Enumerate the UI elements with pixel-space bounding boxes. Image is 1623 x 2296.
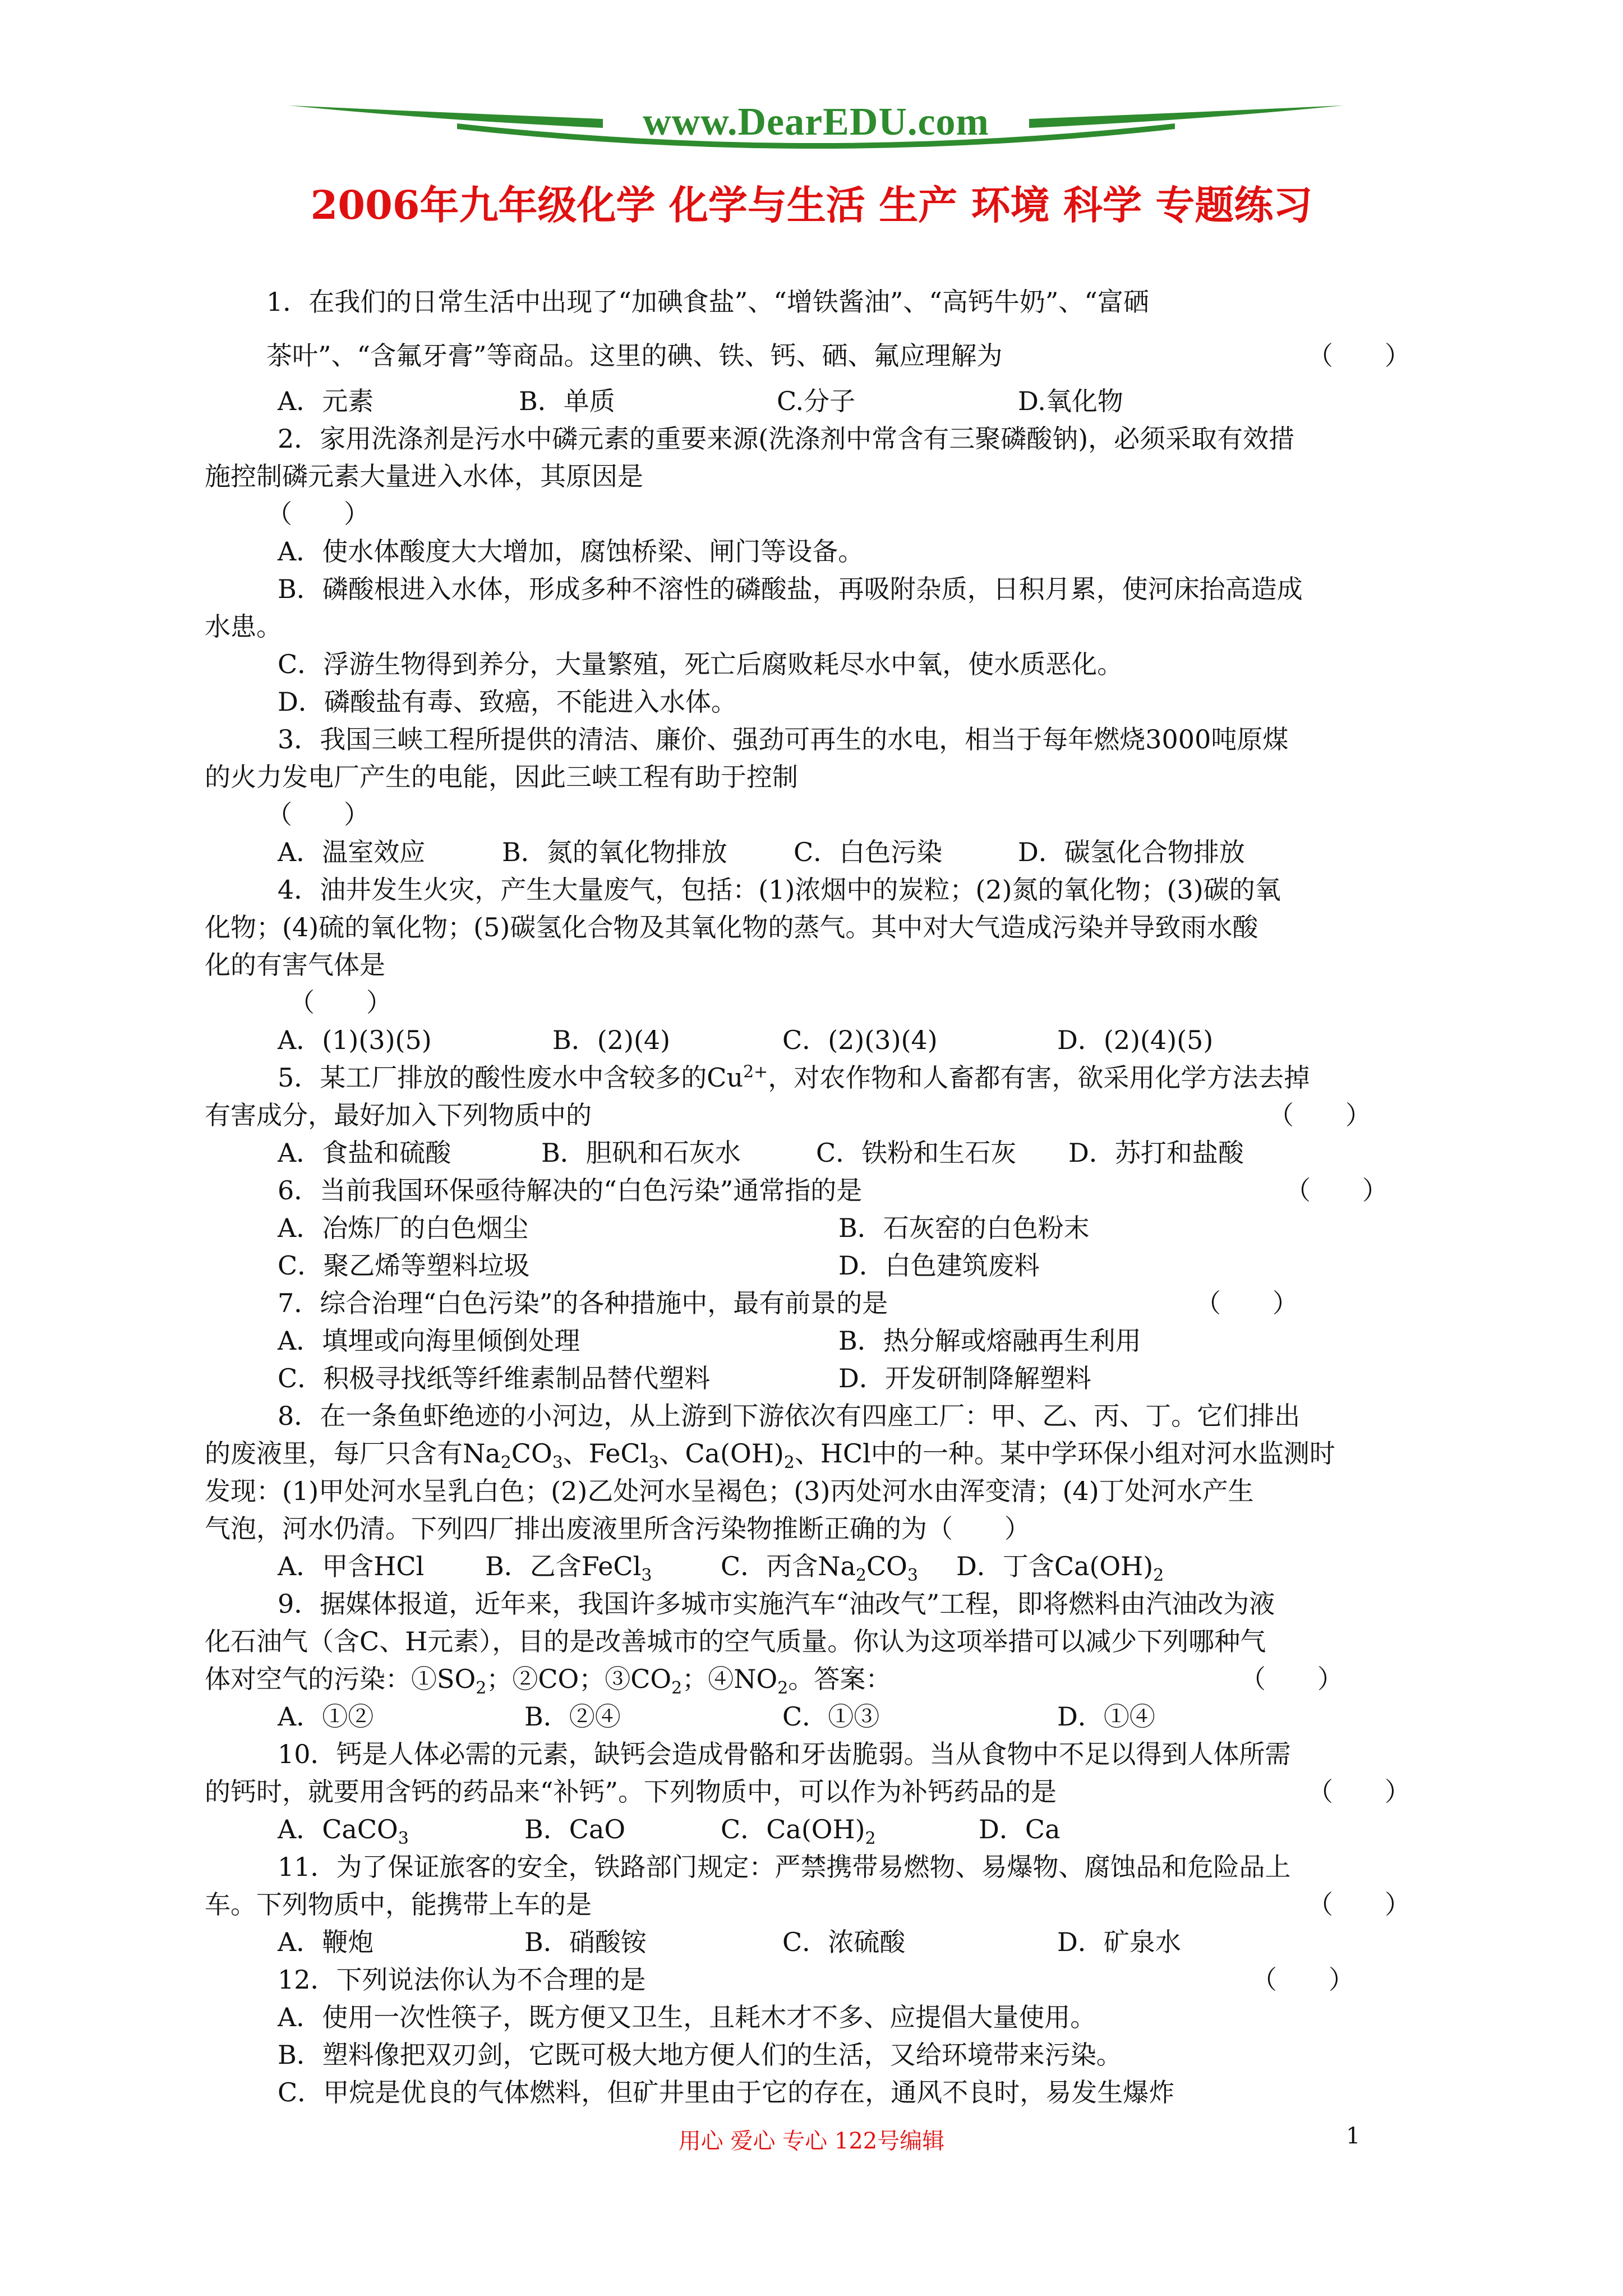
q3-option-d: D．碳氢化合物排放 [1018, 837, 1245, 867]
q9-sub-1: 2 [476, 1678, 487, 1699]
q5-line-1-rest: ，对农作物和人畜都有害，欲采用化学方法去掉 [768, 1062, 1310, 1093]
q12-line-1 [205, 1961, 1410, 1999]
q3-line-1: 3．我国三峡工程所提供的清洁、廉价、强劲可再生的水电，相当于每年燃烧3000吨原煤 [278, 724, 1289, 754]
q7-answer-blank: （ ） [1195, 1288, 1298, 1318]
q12-option-c: C．甲烷是优良的气体燃料，但矿井里由于它的存在，通风不良时，易发生爆炸 [278, 2077, 1175, 2108]
q9-text-a: 体对空气的污染：①SO [205, 1664, 476, 1694]
q8-option-d-sub: 2 [1153, 1566, 1164, 1586]
q1-option-b: B．单质 [519, 386, 615, 416]
q9-option-d: D．①④ [1057, 1701, 1155, 1732]
q8-line-3: 发现：(1)甲处河水呈乳白色；(2)乙处河水呈褐色；(3)丙处河水由浑变清；(4)丁处河水产生 [205, 1476, 1254, 1506]
q8-option-c-sub-2: 3 [907, 1566, 918, 1586]
q7-option-a: A．填埋或向海里倾倒处理 [278, 1326, 580, 1356]
q10-option-a-sub: 3 [398, 1829, 409, 1849]
q11-option-b: B．硝酸铵 [524, 1927, 647, 1957]
q10-answer-blank: （ ） [1307, 1777, 1410, 1807]
q5-option-b: B．胆矾和石灰水 [541, 1138, 741, 1168]
q11-line-2 [205, 1886, 1410, 1924]
q10-line-1: 10．钙是人体必需的元素，缺钙会造成骨骼和牙齿脆弱。当从食物中不足以得到人体所需 [278, 1739, 1291, 1769]
q3-line-2: 的火力发电厂产生的电能，因此三峡工程有助于控制 [205, 762, 798, 792]
q8-option-d-text: D．丁含Ca(OH) [956, 1551, 1154, 1581]
q9-option-b: B．②④ [524, 1701, 621, 1732]
q6-stem: 6．当前我国环保亟待解决的“白色污染”通常指的是 [278, 1175, 863, 1205]
q6-option-d: D．白色建筑废料 [838, 1250, 1040, 1281]
page-number: 1 [1346, 2123, 1361, 2149]
q5-superscript: 2+ [743, 1062, 768, 1082]
q8-option-d [956, 1548, 1164, 1585]
q9-option-a: A．①② [278, 1701, 374, 1732]
q6-option-c: C．聚乙烯等塑料垃圾 [278, 1250, 530, 1281]
q9-sub-2: 2 [671, 1678, 683, 1699]
q7-options-row-2 [205, 1360, 1410, 1397]
q1-stem-end: 茶叶”、“含氟牙膏”等商品。这里的碘、铁、钙、硒、氟应理解为 [266, 341, 1003, 371]
q5-option-c: C．铁粉和生石灰 [816, 1138, 1017, 1168]
q3-options [205, 834, 1410, 871]
q1-answer-blank: （ ） [1307, 341, 1410, 371]
page-footer: 用心 爱心 专心 122号编辑 [678, 2128, 945, 2154]
q8-text-c: 、FeCl [562, 1438, 649, 1469]
q4-line-1: 4．油井发生火灾，产生大量废气，包括：(1)浓烟中的炭粒；(2)氮的氧化物；(3)碳的氧 [278, 875, 1281, 905]
q6-options-row-1 [205, 1209, 1410, 1247]
q10-option-a [278, 1811, 524, 1848]
q8-sub-3: 3 [648, 1453, 660, 1473]
q4-answer-blank: （ ） [289, 987, 392, 1018]
q8-text-b: CO [511, 1438, 552, 1469]
q10-option-c-text: C．Ca(OH) [721, 1814, 865, 1844]
q2-option-d: D．磷酸盐有毒、致癌，不能进入水体。 [278, 687, 737, 717]
q5-line-1 [205, 1059, 1410, 1097]
q11-answer-blank: （ ） [1307, 1889, 1410, 1920]
q8-option-a: A．甲含HCl [278, 1551, 425, 1581]
q7-option-d: D．开发研制降解塑料 [838, 1363, 1091, 1393]
q10-options [205, 1811, 1410, 1848]
q8-line-1: 8．在一条鱼虾绝迹的小河边，从上游到下游依次有四座工厂：甲、乙、丙、丁。它们排出 [278, 1401, 1301, 1431]
page-title: 2006年九年级化学 化学与生活 生产 环境 科学 专题练习 [310, 182, 1313, 228]
q2-answer-blank: （ ） [266, 499, 370, 529]
q8-options [205, 1548, 1410, 1585]
q4-line-3: 化的有害气体是 [205, 950, 385, 980]
q9-line-3 [205, 1660, 1410, 1698]
q6-answer-blank: （ ） [1285, 1175, 1388, 1205]
q2-line-2: 施控制磷元素大量进入水体，其原因是 [205, 461, 643, 491]
q9-line-1: 9．据媒体报道，近年来，我国许多城市实施汽车“油改气”工程，即将燃料由汽油改为液 [278, 1589, 1275, 1619]
q8-option-c-sub-1: 2 [855, 1566, 866, 1586]
q5-line-1-text: 5．某工厂排放的酸性废水中含较多的Cu [278, 1062, 744, 1093]
q11-option-d: D．矿泉水 [1057, 1927, 1181, 1957]
q11-line-1: 11．为了保证旅客的安全，铁路部门规定：严禁携带易燃物、易爆物、腐蚀品和危险品上 [278, 1852, 1291, 1882]
q8-line-2 [205, 1435, 1410, 1473]
q6-option-b: B．石灰窑的白色粉末 [838, 1213, 1090, 1243]
q7-options-row-1 [205, 1322, 1410, 1360]
q3-option-a: A．温室效应 [278, 837, 426, 867]
q1-line-2 [205, 329, 1410, 383]
site-banner [289, 95, 1343, 157]
q11-option-c: C．浓硫酸 [782, 1927, 906, 1957]
q4-option-d: D．(2)(4)(5) [1057, 1025, 1214, 1055]
q12-option-b: B．塑料像把双刃剑，它既可极大地方便人们的生活，又给环境带来污染。 [278, 2040, 1122, 2070]
q1-line-1: 1．在我们的日常生活中出现了“加碘食盐”、“增铁酱油”、“高钙牛奶”、“富硒 [266, 287, 1149, 317]
q9-answer-blank: （ ） [1240, 1664, 1343, 1694]
q8-option-c-text-2: CO [866, 1551, 907, 1581]
q6-options-row-2 [205, 1247, 1410, 1285]
q10-option-c-sub: 2 [865, 1829, 876, 1849]
q3-option-c: C．白色污染 [794, 837, 943, 867]
q12-answer-blank: （ ） [1251, 1964, 1354, 1995]
q4-option-c: C．(2)(3)(4) [782, 1025, 938, 1055]
q8-option-c-text: C．丙含Na [721, 1551, 856, 1581]
q9-text-b: ；②CO；③CO [486, 1664, 672, 1694]
q5-options [205, 1134, 1410, 1172]
q10-line-2 [205, 1773, 1410, 1811]
q12-stem: 12．下列说法你认为不合理的是 [278, 1964, 646, 1995]
q4-options [205, 1022, 1410, 1059]
q1-options [205, 383, 1410, 420]
q2-option-c: C．浮游生物得到养分，大量繁殖，死亡后腐败耗尽水中氧，使水质恶化。 [278, 649, 1123, 679]
q8-text-d: 、Ca(OH) [659, 1438, 784, 1469]
q10-option-c [721, 1811, 979, 1848]
q8-option-b-sub: 3 [641, 1566, 652, 1586]
q8-option-c [721, 1548, 956, 1585]
q8-line-4: 气泡，河水仍清。下列四厂排出废液里所含污染物推断正确的为（ ） [205, 1513, 1030, 1544]
q9-text-c: ；④NO [682, 1664, 778, 1694]
q5-option-a: A．食盐和硫酸 [278, 1138, 451, 1168]
q9-sub-3: 2 [777, 1678, 789, 1699]
q9-options [205, 1698, 1410, 1736]
site-logo-text[interactable]: www.DearEDU.com [643, 100, 989, 144]
q2-option-b-line-2: 水患。 [205, 611, 282, 642]
q11-option-a: A．鞭炮 [278, 1927, 374, 1957]
q1-option-a: A．元素 [278, 386, 374, 416]
q3-option-b: B．氮的氧化物排放 [502, 837, 727, 867]
q8-option-b [485, 1548, 721, 1585]
q8-text-a: 的废液里，每厂只含有Na [205, 1438, 501, 1469]
q5-line-2 [205, 1097, 1410, 1134]
q11-options [205, 1924, 1410, 1961]
q2-line-1: 2．家用洗涤剂是污水中磷元素的重要来源(洗涤剂中常含有三聚磷酸钠)，必须采取有效措 [278, 424, 1295, 454]
q8-sub-2: 3 [552, 1453, 563, 1473]
q2-option-b-line-1: B．磷酸根进入水体，形成多种不溶性的磷酸盐，再吸附杂质，日积月累，使河床抬高造成 [278, 574, 1303, 604]
q12-option-a: A．使用一次性筷子，既方便又卫生，且耗木才不多、应提倡大量使用。 [278, 2002, 1096, 2032]
q6-option-a: A．冶炼厂的白色烟尘 [278, 1213, 529, 1243]
q4-line-2: 化物；(4)硫的氧化物；(5)碳氢化合物及其氧化物的蒸气。其中对大气造成污染并导致雨水酸 [205, 912, 1258, 942]
q7-option-b: B．热分解或熔融再生利用 [838, 1326, 1141, 1356]
q8-sub-4: 2 [783, 1453, 795, 1473]
q10-option-a-text: A．CaCO [278, 1814, 398, 1844]
q10-stem-end: 的钙时，就要用含钙的药品来“补钙”。下列物质中，可以作为补钙药品的是 [205, 1777, 1057, 1807]
q7-stem: 7．综合治理“白色污染”的各种措施中，最有前景的是 [278, 1288, 888, 1318]
q9-text-d: 。答案： [788, 1664, 892, 1694]
q2-option-a: A．使水体酸度大大增加，腐蚀桥梁、闸门等设备。 [278, 536, 864, 567]
q1-option-d: D.氧化物 [1018, 386, 1123, 416]
q4-option-a: A．(1)(3)(5) [278, 1025, 432, 1055]
q5-answer-blank: （ ） [1268, 1100, 1371, 1130]
q9-line-2: 化石油气（含C、H元素），目的是改善城市的空气质量。你认为这项举措可以减少下列哪种气 [205, 1626, 1266, 1657]
q7-option-c: C．积极寻找纸等纤维素制品替代塑料 [278, 1363, 711, 1393]
q10-option-d: D．Ca [979, 1814, 1061, 1844]
q7-line-1 [205, 1285, 1410, 1322]
question-list [205, 275, 1410, 2111]
q5-stem-end: 有害成分，最好加入下列物质中的 [205, 1100, 592, 1130]
q6-line-1 [205, 1172, 1410, 1209]
q8-sub-1: 2 [500, 1453, 511, 1473]
q1-option-c: C.分子 [777, 386, 856, 416]
q8-text-e: 、HCl中的一种。某中学环保小组对河水监测时 [794, 1438, 1335, 1469]
q4-option-b: B．(2)(4) [552, 1025, 671, 1055]
q5-option-d: D．苏打和盐酸 [1068, 1138, 1244, 1168]
q9-option-c: C．①③ [782, 1701, 880, 1732]
q11-stem-end: 车。下列物质中，能携带上车的是 [205, 1889, 592, 1920]
q3-answer-blank: （ ） [266, 799, 370, 830]
q8-option-b-text: B．乙含FeCl [485, 1551, 642, 1581]
q10-option-b: B．CaO [524, 1814, 626, 1844]
